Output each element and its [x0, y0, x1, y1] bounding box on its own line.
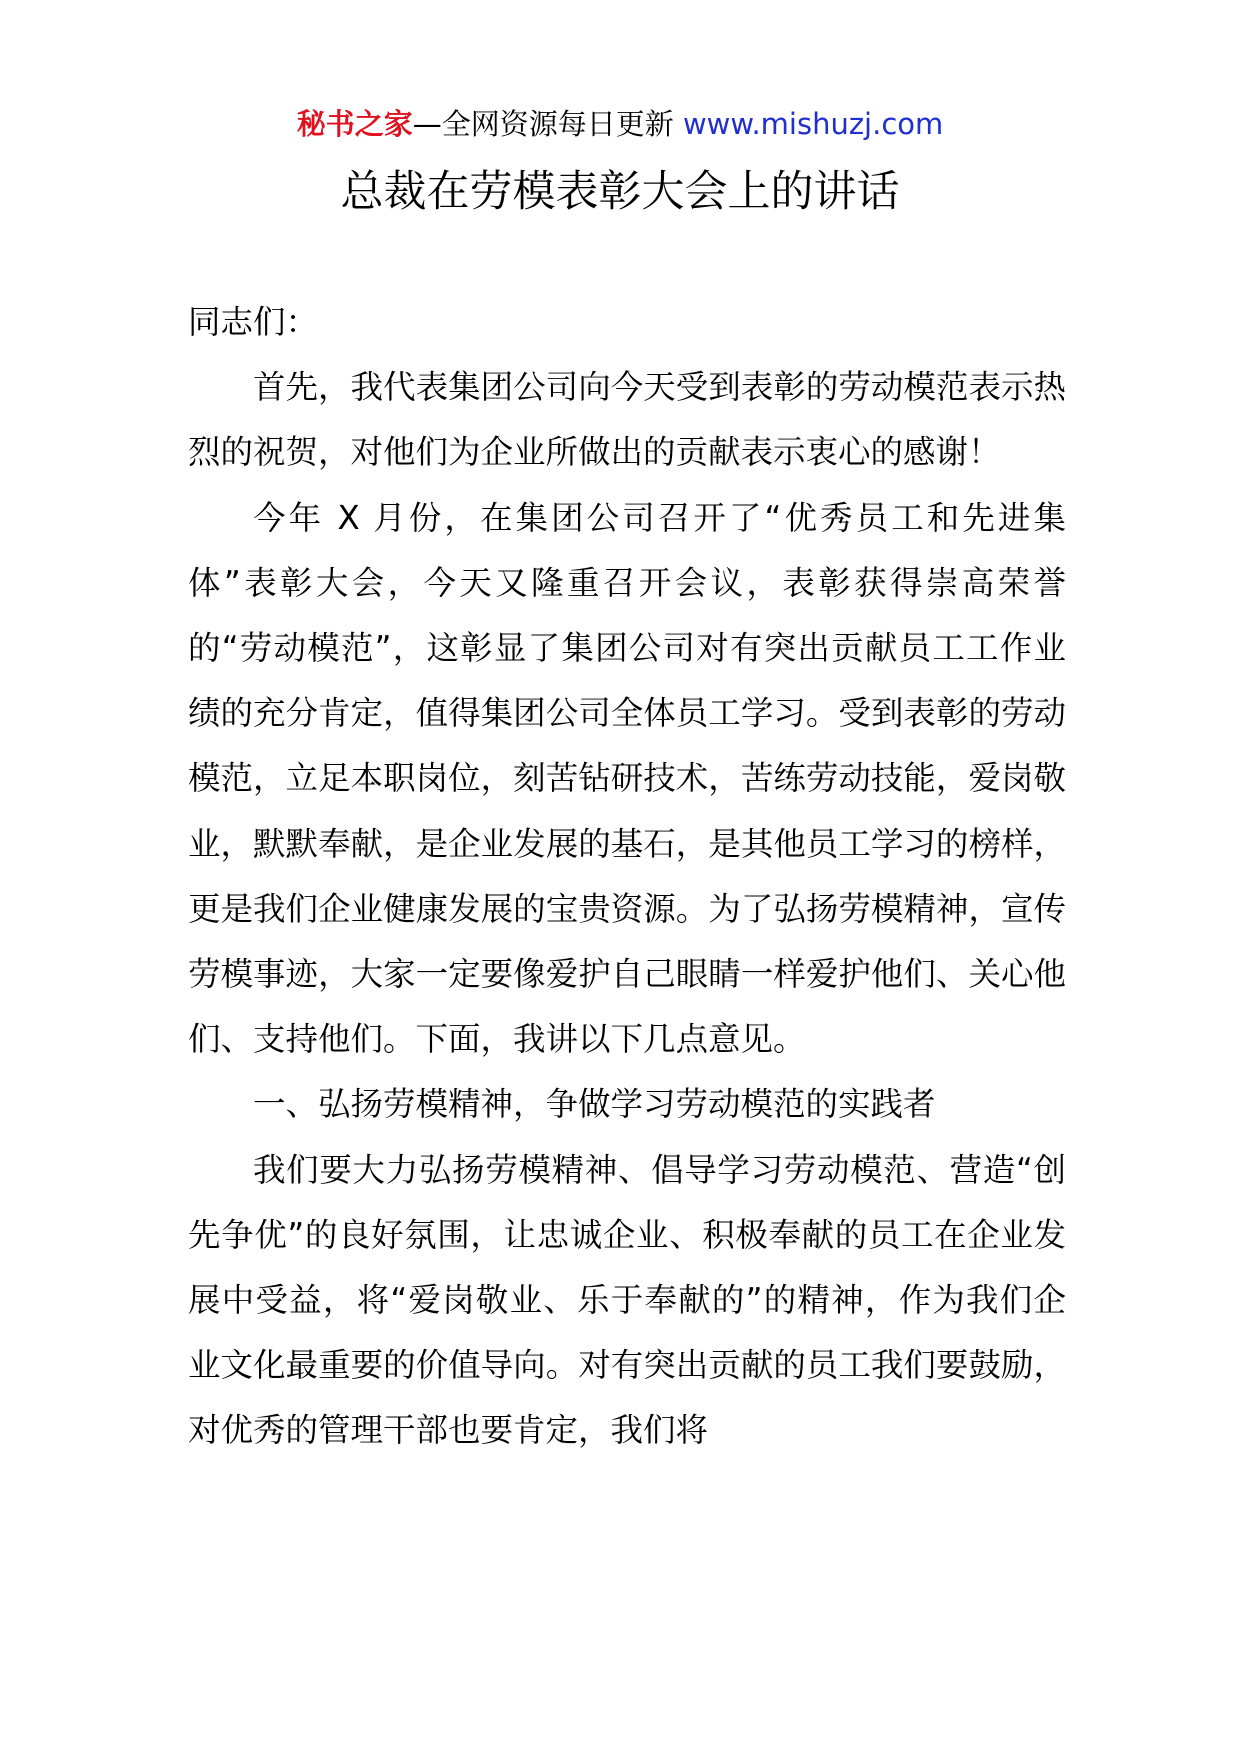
brand-tagline: —全网资源每日更新 [412, 107, 683, 141]
brand-name: 秘书之家 [296, 107, 413, 141]
paragraph-1: 首先，我代表集团公司向今天受到表彰的劳动模范表示热烈的祝贺，对他们为企业所做出的贡献表示衷心的感谢！ [188, 368, 1066, 472]
section-heading-1: 一、弘扬劳模精神，争做学习劳动模范的实践者 [253, 1085, 936, 1124]
salutation: 同志们： [188, 303, 319, 341]
site-url-link[interactable]: www.mishuzj.com [682, 107, 944, 141]
document-body [188, 290, 1066, 1464]
paragraph-2: 今年 X 月份，在集团公司召开了“优秀员工和先进集体”表彰大会，今天又隆重召开会议，表彰获得崇高荣誉的“劳动模范”，这彰显了集团公司对有突出贡献员工工作业绩的充分肯定，值得集团公司全体员工学习。受到表彰的劳动模范，立足本职岗位，刻苦钻研技术，苦练劳动技能，爱岗敬业，默默奉献，是企业发展的基石，是其他员工学习的榜样，更是我们企业健康发展的宝贵资源。为了弘扬劳模精神，宣传劳模事迹，大家一定要像爱护自己眼睛一样爱护他们、关心他们、支持他们。下面，我讲以下几点意见。 [188, 498, 1066, 1059]
document-title: 总裁在劳模表彰大会上的讲话 [340, 167, 900, 217]
header-banner [0, 100, 1240, 148]
section-1-paragraph: 我们要大力弘扬劳模精神、倡导学习劳动模范、营造“创先争优”的良好氛围，让忠诚企业、积极奉献的员工在企业发展中受益，将“爱岗敬业、乐于奉献的”的精神，作为我们企业文化最重要的价值导向。对有突出贡献的员工我们要鼓励，对优秀的管理干部也要肯定，我们将 [188, 1150, 1066, 1450]
